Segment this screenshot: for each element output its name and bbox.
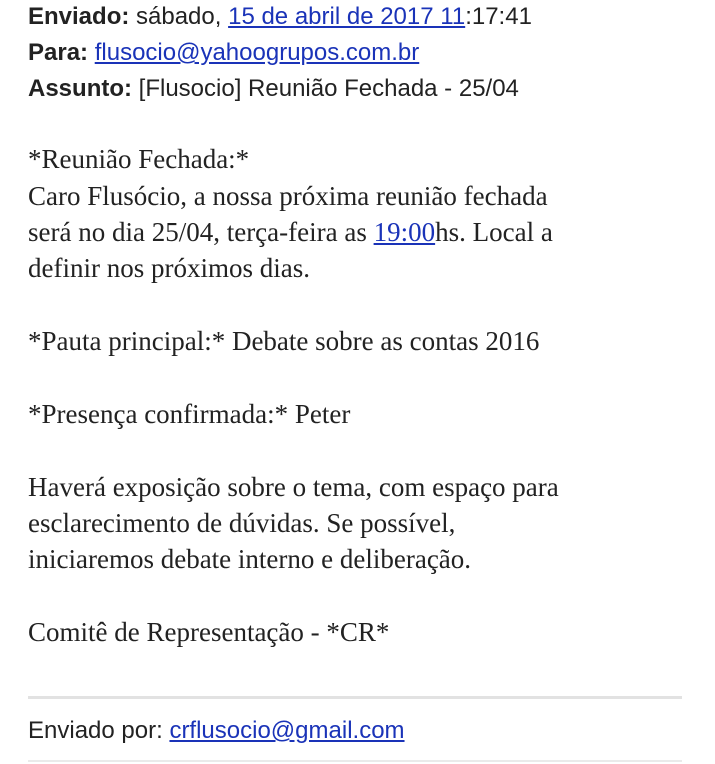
para1-line2 — [28, 214, 553, 250]
to-label: Para: — [28, 39, 89, 66]
sent-label: Enviado: — [28, 3, 130, 30]
bottom-divider — [28, 760, 682, 762]
subject-text: [Flusocio] Reunião Fechada - 25/04 — [138, 75, 519, 102]
sent-day: sábado, — [136, 3, 222, 30]
para1-line2-end: hs. Local a — [435, 217, 553, 247]
presence-line: *Presença confirmada:* Peter — [28, 399, 351, 429]
message-title: *Reunião Fechada:* — [28, 144, 250, 174]
para1-line1: Caro Flusócio, a nossa próxima reunião fechada — [28, 181, 548, 211]
footer-divider — [28, 696, 682, 699]
subject-label: Assunto: — [28, 75, 132, 102]
sent-by-label: Enviado por: — [28, 717, 163, 744]
para1-line2-start: será no dia 25/04, terça-feira as — [28, 217, 374, 247]
para2-line3: iniciaremos debate interno e deliberação. — [28, 544, 472, 574]
para1-line3: definir nos próximos dias. — [28, 253, 310, 283]
sent-by-email-link[interactable]: crflusocio@gmail.com — [169, 717, 405, 744]
subject-row — [28, 74, 519, 104]
agenda-line: *Pauta principal:* Debate sobre as contas 2016 — [28, 326, 540, 356]
time-link[interactable]: 19:00 — [373, 217, 436, 247]
to-email-link[interactable]: flusocio@yahoogrupos.com.br — [94, 39, 420, 66]
para2-line2: esclarecimento de dúvidas. Se possível, — [28, 508, 456, 538]
to-row — [28, 38, 419, 68]
sent-row — [28, 2, 532, 32]
para2-line1: Haverá exposição sobre o tema, com espaço para — [28, 472, 559, 502]
signature: Comitê de Representação - *CR* — [28, 617, 390, 647]
sent-time-rest: :17:41 — [465, 3, 532, 30]
sent-date-link[interactable]: 15 de abril de 2017 11 — [228, 3, 466, 30]
sent-by-row — [28, 716, 405, 746]
